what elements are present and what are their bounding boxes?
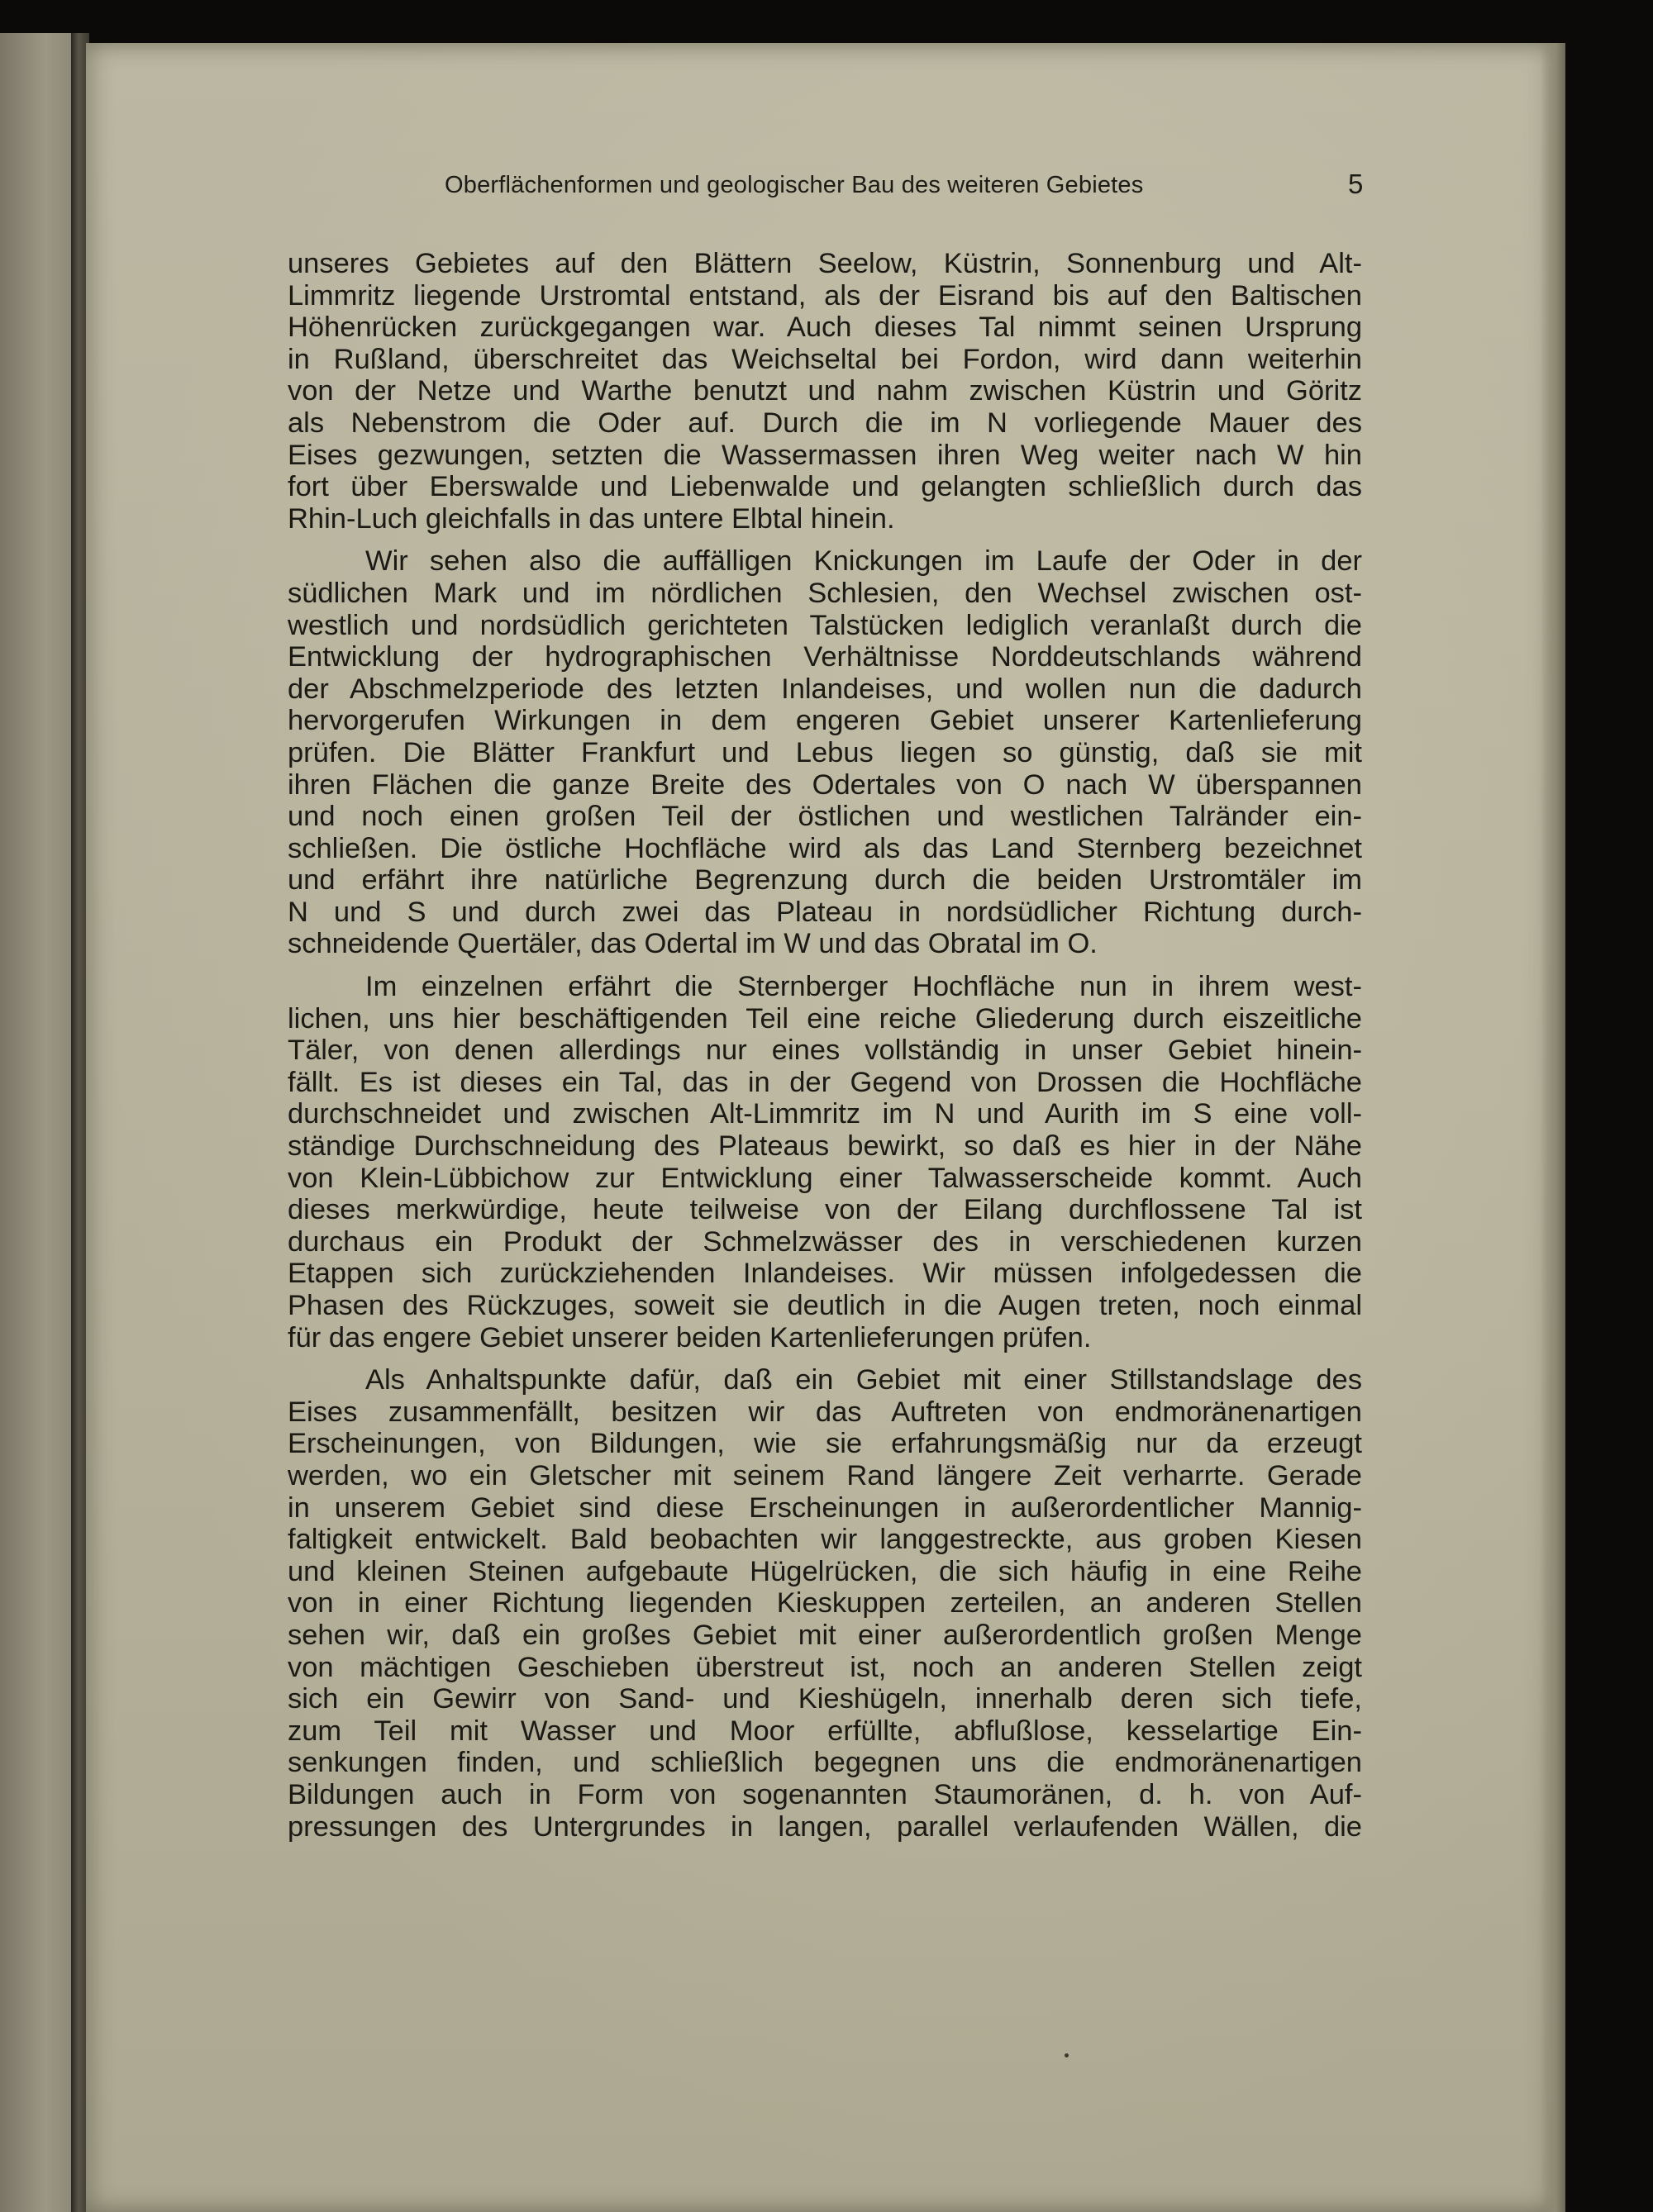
text-line: werden, wo ein Gletscher mit seinem Rand längere Zeit verharrte. Gerade [288,1459,1362,1491]
paper-speck [1065,2053,1069,2057]
text-line: südlichen Mark und im nördlichen Schlesien, den Wechsel zwischen ost- [288,577,1362,609]
text-line: dieses merkwürdige, heute teilweise von der Eilang durchflossene Tal ist [288,1194,1362,1226]
text-line: fällt. Es ist dieses ein Tal, das in der Gegend von Drossen die Hochfläche [288,1066,1362,1098]
text-line: zum Teil mit Wasser und Moor erfüllte, abflußlose, kesselartige Ein- [288,1715,1362,1747]
text-line: von mächtigen Geschieben überstreut ist, noch an anderen Stellen zeigt [288,1651,1362,1683]
text-line: und kleinen Steinen aufgebaute Hügelrücken, die sich häufig in eine Reihe [288,1555,1362,1587]
running-head: Oberflächenformen und geologischer Bau des weiteren Gebietes [445,172,1144,198]
facing-page-edge [0,33,83,2212]
text-line: Limmritz liegende Urstromtal entstand, als der Eisrand bis auf den Baltischen [288,279,1362,312]
body-text [288,248,1362,1853]
text-line: schließen. Die östliche Hochfläche wird als das Land Sternberg bezeichnet [288,832,1362,864]
text-line: westlich und nordsüdlich gerichteten Talstücken lediglich veranlaßt durch die [288,609,1362,641]
text-line: von Klein-Lübbichow zur Entwicklung einer Talwasserscheide kommt. Auch [288,1162,1362,1194]
text-line: Entwicklung der hydrographischen Verhältnisse Norddeutschlands während [288,641,1362,673]
text-line: Etappen sich zurückziehenden Inlandeises. Wir müssen infolgedessen die [288,1258,1362,1290]
paragraph-3 [288,971,1362,1353]
paragraph-2 [288,545,1362,960]
text-line: Erscheinungen, von Bildungen, wie sie erfahrungsmäßig nur da erzeugt [288,1428,1362,1460]
text-line: für das engere Gebiet unserer beiden Kartenlieferungen prüfen. [288,1321,1092,1353]
text-line: von in einer Richtung liegenden Kieskuppen zerteilen, an anderen Stellen [288,1587,1362,1620]
page-number: 5 [1348,169,1364,199]
text-line: schneidende Quertäler, das Odertal im W und das Obratal im O. [288,928,1098,960]
page-fore-edge [1541,43,1565,2212]
text-line: ständige Durchschneidung des Plateaus bewirkt, so daß es hier in der Nähe [288,1130,1362,1163]
text-line: Rhin-Luch gleichfalls in das untere Elbtal hinein. [288,502,895,535]
text-line: Eises zusammenfällt, besitzen wir das Auftreten von endmoränenartigen [288,1396,1362,1428]
text-line: durchschneidet und zwischen Alt-Limmritz im N und Aurith im S eine voll- [288,1098,1362,1130]
text-line: lichen, uns hier beschäftigenden Teil eine reiche Gliederung durch eiszeitliche [288,1002,1362,1035]
text-line: sehen wir, daß ein großes Gebiet mit einer außerordentlich großen Menge [288,1619,1362,1651]
text-line: unseres Gebietes auf den Blättern Seelow, Küstrin, Sonnenburg und Alt- [288,248,1362,279]
paragraph-1 [288,248,1362,535]
text-line: Höhenrücken zurückgegangen war. Auch dieses Tal nimmt seinen Ursprung [288,312,1362,344]
text-line: der Abschmelzperiode des letzten Inlandeises, und wollen nun die dadurch [288,673,1362,705]
text-line: Bildungen auch in Form von sogenannten Staumoränen, d. h. von Auf- [288,1778,1362,1810]
text-line: ihren Flächen die ganze Breite des Odertales von O nach W überspannen [288,768,1362,801]
text-line: von der Netze und Warthe benutzt und nahm zwischen Küstrin und Göritz [288,375,1362,407]
text-line: in Rußland, überschreitet das Weichseltal bei Fordon, wird dann weiterhin [288,343,1362,375]
text-line: sich ein Gewirr von Sand- und Kieshügeln, innerhalb deren sich tiefe, [288,1683,1362,1715]
text-line: Im einzelnen erfährt die Sternberger Hochfläche nun in ihrem west- [365,971,1362,1003]
text-line: Als Anhaltspunkte dafür, daß ein Gebiet mit einer Stillstandslage des [365,1364,1362,1396]
text-line: Eises gezwungen, setzten die Wassermassen ihren Weg weiter nach W hin [288,439,1362,471]
text-line: prüfen. Die Blätter Frankfurt und Lebus liegen so günstig, daß sie mit [288,736,1362,768]
text-line: als Nebenstrom die Oder auf. Durch die im N vorliegende Mauer des [288,407,1362,439]
text-line: und erfährt ihre natürliche Begrenzung durch die beiden Urstromtäler im [288,864,1362,897]
text-line: senkungen finden, und schließlich begegnen uns die endmoränenartigen [288,1747,1362,1779]
text-line: fort über Eberswalde und Liebenwalde und gelangten schließlich durch das [288,471,1362,503]
text-line: Wir sehen also die auffälligen Knickungen im Laufe der Oder in der [365,545,1362,578]
text-line: hervorgerufen Wirkungen in dem engeren Gebiet unserer Kartenlieferung [288,705,1362,737]
text-line: faltigkeit entwickelt. Bald beobachten wir langgestreckte, aus groben Kiesen [288,1524,1362,1556]
text-line: Phasen des Rückzuges, soweit sie deutlich in die Augen treten, noch einmal [288,1290,1362,1321]
paragraph-4 [288,1364,1362,1843]
text-line: N und S und durch zwei das Plateau in nordsüdlicher Richtung durch- [288,896,1362,928]
text-line: durchaus ein Produkt der Schmelzwässer des in verschiedenen kurzen [288,1225,1362,1258]
text-line: Täler, von denen allerdings nur eines vollständig in unser Gebiet hinein- [288,1035,1362,1067]
text-line: und noch einen großen Teil der östlichen und westlichen Talränder ein- [288,801,1362,833]
text-line: pressungen des Untergrundes in langen, parallel verlaufenden Wällen, die [288,1810,1362,1843]
text-line: in unserem Gebiet sind diese Erscheinungen in außerordentlicher Mannig- [288,1491,1362,1524]
